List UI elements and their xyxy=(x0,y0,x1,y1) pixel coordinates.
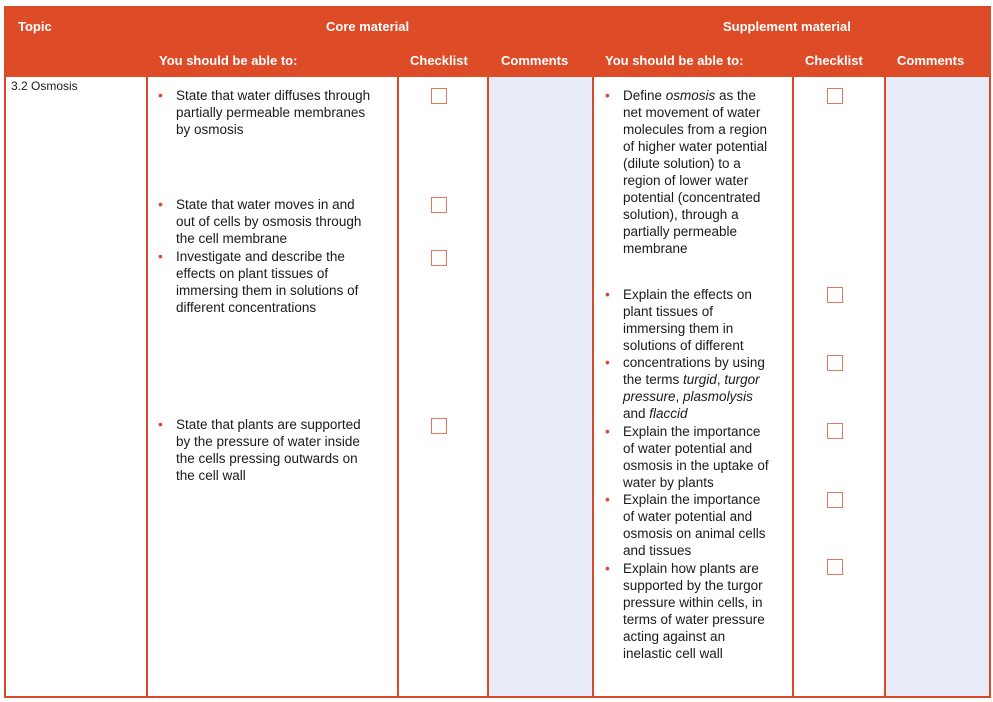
column-divider xyxy=(592,77,594,696)
supplement-checkbox-4[interactable] xyxy=(827,423,843,439)
core-checkbox-1[interactable] xyxy=(431,88,447,104)
bullet-icon: • xyxy=(605,87,610,103)
bullet-icon: • xyxy=(605,491,610,507)
bullet-icon: • xyxy=(605,560,610,576)
syllabus-table xyxy=(4,6,991,698)
supplement-comments-cell[interactable] xyxy=(886,77,989,696)
column-divider xyxy=(146,77,148,696)
supplement-checklist-heading: Checklist xyxy=(805,53,863,68)
bullet-icon: • xyxy=(605,423,610,439)
core-item-1: • State that water diffuses through partially permeable membranes by osmosis xyxy=(158,87,371,137)
supplement-item-3: • concentrations by using the terms turgid, turgor pressure, plasmolysis and flaccid xyxy=(605,354,765,421)
supplement-checkbox-5[interactable] xyxy=(827,492,843,508)
bullet-icon: • xyxy=(158,196,163,212)
supplement-checkbox-1[interactable] xyxy=(827,88,843,104)
bullet-icon: • xyxy=(158,248,163,264)
supplement-item-1: • Define osmosis as the net movement of water molecules from a region of higher water potential (dilute solution) to a region of lower water potential (concentrated solution), through a partially permeable membrane xyxy=(605,87,768,256)
supplement-item-5: • Explain the importance of water potential and osmosis on animal cells and tissues xyxy=(605,491,766,558)
column-divider xyxy=(397,77,399,696)
column-divider xyxy=(884,77,886,696)
supplement-item-2: • Explain the effects on plant tissues of immersing them in solutions of different xyxy=(605,286,752,353)
bullet-icon: • xyxy=(605,354,610,370)
core-comments-heading: Comments xyxy=(501,53,569,68)
supplement-checkbox-3[interactable] xyxy=(827,355,843,371)
core-checkbox-2[interactable] xyxy=(431,197,447,213)
column-divider xyxy=(487,77,489,696)
core-able-heading: You should be able to: xyxy=(159,53,298,68)
core-checkbox-3[interactable] xyxy=(431,250,447,266)
core-item-4: • State that plants are supported by the pressure of water inside the cells pressing outwards on the cell wall xyxy=(158,416,361,483)
core-material-heading: Core material xyxy=(326,19,410,34)
column-divider xyxy=(792,77,794,696)
bullet-icon: • xyxy=(605,286,610,302)
bullet-icon: • xyxy=(158,416,163,432)
supplement-item-4: • Explain the importance of water potential and osmosis in the uptake of water by plants xyxy=(605,423,769,490)
core-item-2: • State that water moves in and out of cells by osmosis through the cell membrane xyxy=(158,196,362,246)
supplement-comments-heading: Comments xyxy=(897,53,965,68)
bullet-icon: • xyxy=(158,87,163,103)
core-item-3: • Investigate and describe the effects on plant tissues of immersing them in solutions of different concentrations xyxy=(158,248,359,315)
core-checklist-heading: Checklist xyxy=(410,53,468,68)
topic-heading: Topic xyxy=(18,19,52,34)
supplement-item-6: • Explain how plants are supported by the turgor pressure within cells, in terms of water pressure acting against an inelastic cell wall xyxy=(605,560,765,661)
core-checkbox-4[interactable] xyxy=(431,418,447,434)
core-comments-cell[interactable] xyxy=(489,77,593,696)
supplement-checkbox-6[interactable] xyxy=(827,559,843,575)
supplement-able-heading: You should be able to: xyxy=(605,53,744,68)
supplement-checkbox-2[interactable] xyxy=(827,287,843,303)
topic-label: 3.2 Osmosis xyxy=(11,79,78,93)
supplement-material-heading: Supplement material xyxy=(723,19,851,34)
table-header xyxy=(6,8,989,77)
